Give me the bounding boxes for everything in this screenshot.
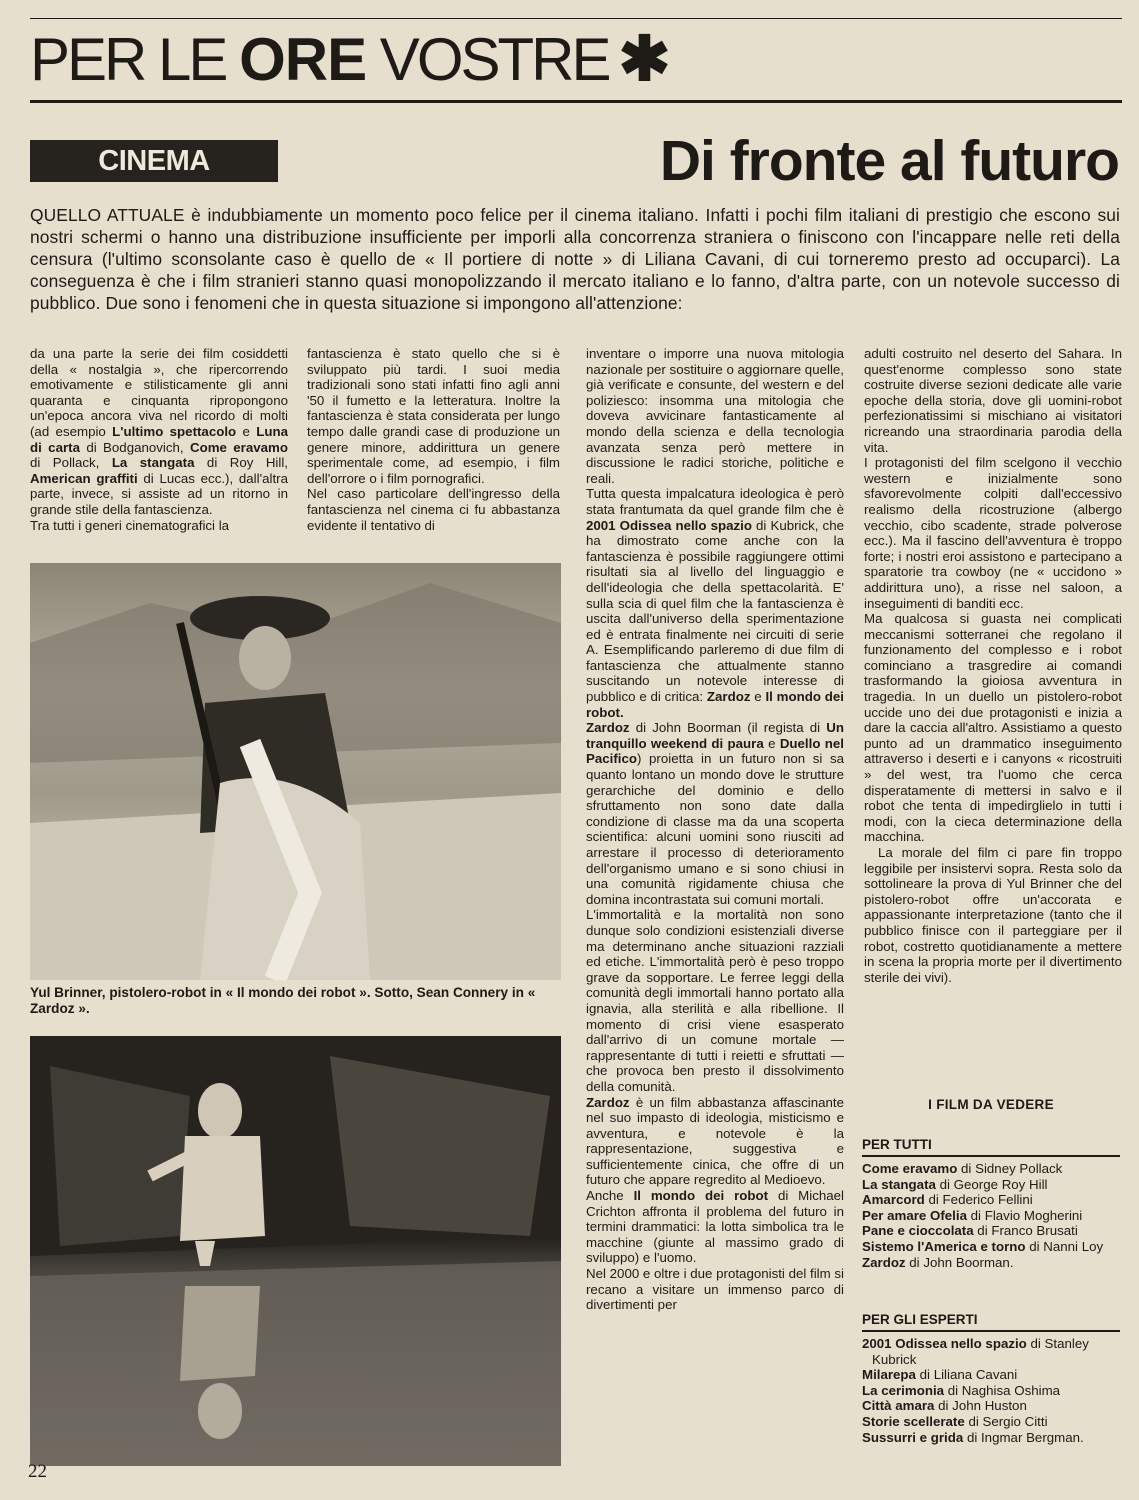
col3-paragraph-6: Anche Il mondo dei robot di Michael Crichton affronta il problema del futuro in termini drammatici: la lotta simbolica tra le macchine (giunte al massimo grado di sviluppo) e l'uomo.: [586, 1188, 844, 1266]
list-item: Storie scellerate di Sergio Citti: [862, 1413, 1048, 1429]
col4-paragraph-1: adulti costruito nel deserto del Sahara. In quest'enorme complesso sono state costruite diverse sezioni dedicate alle varie epoche della storia, dove gli uomini-robot perfezionatissimi si mischiano ai visitatori ricreando una straordinaria parodia della vita.: [864, 346, 1122, 455]
asterisk-icon: ✱: [618, 25, 668, 94]
photo-sean-connery: [30, 1036, 561, 1466]
list-item: Pane e cioccolata di Franco Brusati: [862, 1223, 1078, 1239]
film-list-per-gli-esperti: [862, 1336, 1120, 1445]
list-rule-2: [862, 1330, 1120, 1332]
list-heading-per-gli-esperti: PER GLI ESPERTI: [862, 1312, 978, 1327]
list-item: La stangata di George Roy Hill: [862, 1176, 1048, 1192]
list-item: Città amara di John Huston: [862, 1398, 1027, 1414]
column-masthead: [30, 22, 730, 98]
photo-yul-brinner: [30, 563, 561, 980]
list-item: Milarepa di Liliana Cavani: [862, 1367, 1018, 1383]
masthead-part1: PER LE: [30, 26, 240, 93]
article-column-2: [307, 346, 560, 546]
col3-paragraph-1: inventare o imporre una nuova mitologia nazionale per sostituire o aggiornare quelle, già verificate e consunte, del western e del poliziesco: insomma una mitologia che doveva avvicinare fantasticamente al mondo della scienza e della tecnologia avanzata senza però mettere in discussione le radici storiche, politiche e reali.: [586, 346, 844, 486]
list-rule-1: [862, 1155, 1120, 1157]
article-headline: Di fronte al futuro: [659, 129, 1119, 193]
film-list-per-tutti: [862, 1161, 1120, 1270]
list-item: Per amare Ofelia di Flavio Mogherini: [862, 1207, 1083, 1223]
col1-paragraph-1: da una parte la serie dei film cosiddetti della « nostalgia », che ripercorrendo emotivamente e stilisticamente gli anni quaranta e cinquanta ripropongono un'epoca ancora viva nel ricordo di molti (ad esempio L'ultimo spettacolo e Luna di carta di Bodganovich, Come eravamo di Pollack, La stangata di Roy Hill, American graffiti di Lucas ecc.), dall'altra parte, invece, si assiste ad un ritorno in grande stile della fantascienza.: [30, 346, 288, 517]
list-heading-per-tutti: PER TUTTI: [862, 1137, 932, 1152]
col4-paragraph-4: La morale del film ci pare fin troppo leggibile per insistervi sopra. Resta solo da sottolineare la prova di Yul Brinner che del pistolero-robot offre un'accorata e appassionante interpretazione (tanto che il pubblico finisce con il parteggiare per il robot, costretto quotidianamente a mettere in scena la propria morte per il divertimento sterile dei vivi).: [864, 845, 1122, 985]
list-item: Sistemo l'America e torno di Nanni Loy: [862, 1238, 1104, 1254]
film-list-title: I FILM DA VEDERE: [928, 1097, 1054, 1112]
list-item: La cerimonia di Naghisa Oshima: [862, 1382, 1061, 1398]
list-item: Zardoz di John Boorman.: [862, 1254, 1014, 1270]
masthead-part2: ORE: [239, 26, 367, 93]
masthead-part3: VOSTRE: [366, 26, 609, 93]
masthead-rule: [30, 100, 1122, 103]
page-number: 22: [28, 1461, 47, 1482]
list-item: 2001 Odissea nello spazio di Stanley Kubrick: [862, 1336, 1089, 1367]
cowboy-on-horse-image: [30, 563, 561, 980]
article-column-3: [586, 346, 844, 1480]
man-reflection-image: [30, 1036, 561, 1466]
article-column-1: [30, 346, 288, 546]
col3-paragraph-4: L'immortalità e la mortalità non sono dunque solo condizioni esistenziali diverse ma determinano anche situazioni razziali ed etiche. L'immortalità però è peso troppo grave da sopportare. Le ferree leggi della comunità degli immortali hanno portato alla ignavia, alla sterilità e alla ribellione. Il momento di crisi viene esasperato dall'arrivo di un comune mortale — rappresentante di tutti i reietti e sfruttati — che provoca ben presto il dissolvimento della comunità.: [586, 907, 844, 1094]
col4-paragraph-2: I protagonisti del film scelgono il vecchio western e inizialmente sono sfavorevolmente colpiti dall'eccessivo realismo della ricostruzione (albergo vecchio, cibo scadente, strade polverose ecc.). Ma il fascino dell'avventura è troppo forte; i nostri eroi assistono e partecipano a sparatorie tra cowboy (ne « uccidono » addirittura uno), a risse nel saloon, a inseguimenti di banditi ecc.: [864, 455, 1122, 611]
col3-paragraph-3: Zardoz di John Boorman (il regista di Un tranquillo weekend di paura e Duello nel Pacifico) proietta in un futuro non si sa quanto lontano un mondo dove le strutture gerarchiche del dominio e dello sfruttamento non sono date dalla condizione di classe ma da una scoperta scientifica: alcuni uomini sono riusciti ad arrestare il processo di deterioramento dell'organismo umano e si sono chiusi in una comunità rigidamente chiusa che domina incontrastata sui comuni mortali.: [586, 720, 844, 907]
col3-paragraph-7: Nel 2000 e oltre i due protagonisti del film si recano a visitare un immenso parco di divertimenti per: [586, 1266, 844, 1313]
article-column-4: [864, 346, 1122, 1086]
list-item: Come eravamo di Sidney Pollack: [862, 1161, 1063, 1176]
list-item: Amarcord di Federico Fellini: [862, 1192, 1033, 1208]
col4-paragraph-3: Ma qualcosa si guasta nei complicati meccanismi sotterranei che regolano il funzionamento del complesso e i robot cominciano a trasgredire ai comandi trasformando la gioiosa avventura in tragedia. In un duello un pistolero-robot uccide uno dei due protagonisti e inizia a dare la caccia all'altro. Assistiamo a questo punto ad un drammatico inseguimento attraverso i deserti e i canyons « ricostruiti » del west, tra l'uomo che cerca disperatamente di mettersi in salvo e il robot che tenta di impedirglielo in tutti i modi, con la cieca determinazione della macchina.: [864, 611, 1122, 845]
col2-paragraph-2: Nel caso particolare dell'ingresso della fantascienza nel cinema ci fu abbastanza evidente il tentativo di: [307, 486, 560, 533]
article-lead: QUELLO ATTUALE è indubbiamente un momento poco felice per il cinema italiano. Infatti i pochi film italiani di prestigio che escono sui nostri schermi o hanno una distribuzione insufficiente per imporli alla concorrenza straniera o finiscono con l'incappare nelle reti della censura (l'ultimo sconsolante caso è quello de « Il portiere di notte » di Liliana Cavani, di cui torneremo presto ad occuparci). La conseguenza è che i film stranieri stanno quasi monopolizzando il mercato italiano e lo fanno, d'altra parte, con un notevole successo di pubblico. Due sono i fenomeni che in questa situazione si impongono all'attenzione:: [30, 205, 1120, 313]
col3-paragraph-5: Zardoz è un film abbastanza affascinante nel suo impasto di ideologia, misticismo e avventura, e notevole è la rappresentazione, suggestiva e sufficientemente cinica, che offre di un futuro che appare regredito al Medioevo.: [586, 1094, 844, 1188]
col1-paragraph-2: Tra tutti i generi cinematografici la: [30, 517, 230, 533]
photo-caption: Yul Brinner, pistolero-robot in « Il mondo dei robot ». Sotto, Sean Connery in « Zardoz ».: [30, 985, 536, 1016]
section-label: CINEMA: [30, 140, 278, 182]
list-item: Sussurri e grida di Ingmar Bergman.: [862, 1429, 1084, 1445]
col3-paragraph-2: Tutta questa impalcatura ideologica è però stata frantumata da quel grande film che è 2001 Odissea nello spazio di Kubrick, che ha dimostrato come anche con la fantascienza è possibile raggiungere ottimi risultati sia al livello del linguaggio e dell'ideologia che della spettacolarità. E' sulla scia di quel film che la fantascienza è uscita dall'universo della sperimentazione ed è entrata finalmente nei circuiti di serie A. Esemplificando parleremo di due film di fantascienza che attualmente stanno suscitando un notevole interesse di pubblico e di critica: Zardoz e Il mondo dei robot.: [586, 486, 844, 720]
col2-paragraph-1: fantascienza è stato quello che si è sviluppato più tardi. I suoi media tradizionali sono stati infatti fino agli anni '50 il fumetto e la letteratura. Inoltre la fantascienza è stata considerata per lungo tempo dalle grandi case di produzione un genere minore, addirittura un genere sperimentale come, ad esempio, i film dell'orrore o i film pornografici.: [307, 346, 560, 486]
top-rule: [30, 18, 1122, 19]
